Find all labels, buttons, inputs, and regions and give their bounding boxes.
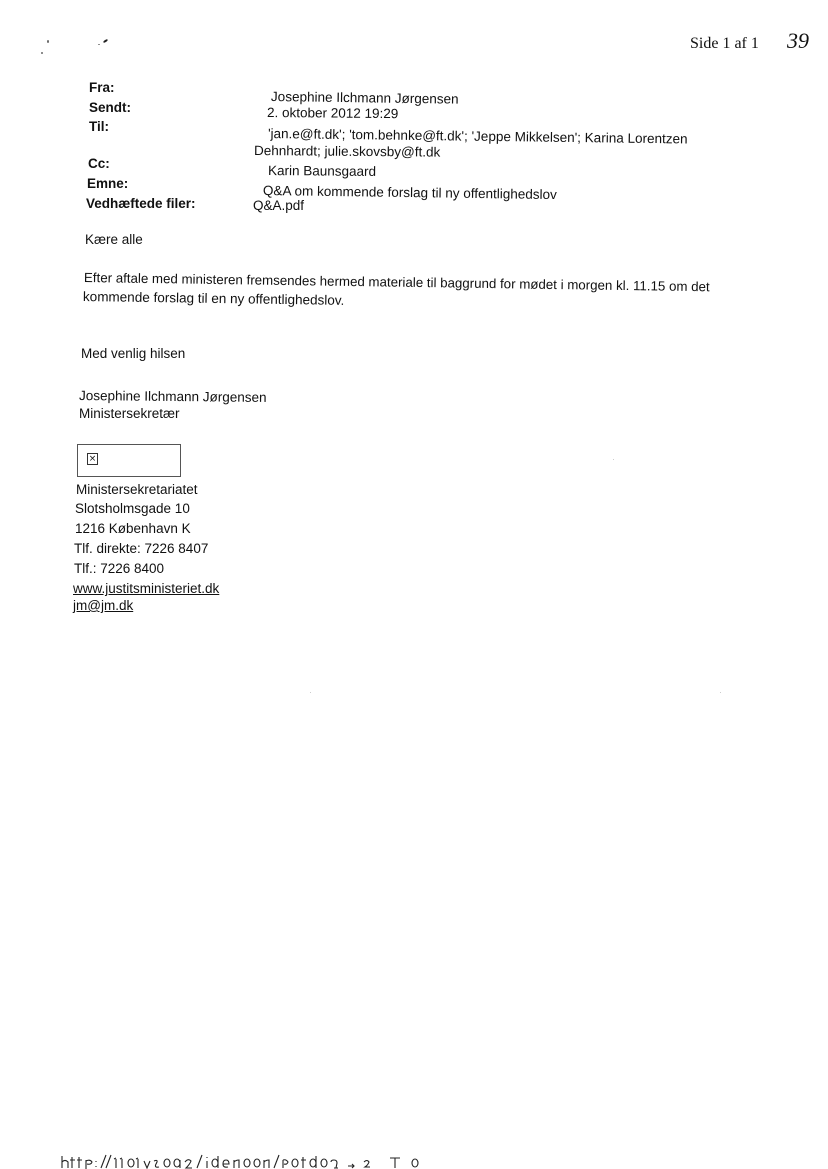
header-label-cc: Cc: — [88, 156, 110, 171]
page-indicator: Side 1 af 1 — [690, 35, 759, 52]
handwritten-page-number: 39 — [787, 28, 809, 53]
header-label-sent: Sendt: — [89, 100, 131, 115]
signature-title: Ministersekretær — [79, 406, 180, 421]
scan-speck — [98, 44, 100, 45]
signature-street: Slotsholmsgade 10 — [75, 501, 190, 516]
signature-website-link[interactable]: www.justitsministeriet.dk — [73, 581, 220, 596]
signature-department: Ministersekretariatet — [76, 482, 198, 497]
scan-speck — [103, 39, 108, 44]
header-value-sent: 2. oktober 2012 19:29 — [266, 105, 399, 122]
header-value-attachment-file: Q&A.pdf — [253, 198, 305, 213]
scan-speck — [47, 40, 49, 43]
broken-image-icon: × — [88, 454, 97, 464]
header-label-subject: Emne: — [87, 176, 129, 191]
closing: Med venlig hilsen — [81, 346, 186, 361]
signature-direct-phone: Tlf. direkte: 7226 8407 — [74, 541, 209, 556]
header-value-to-line2: Dehnhardt; julie.skovsby@ft.dk — [253, 143, 441, 160]
signature-name: Josephine Ilchmann Jørgensen — [78, 388, 267, 405]
header-value-cc: Karin Baunsgaard — [267, 163, 377, 179]
signature-city: 1216 København K — [75, 521, 191, 536]
signature-email-link[interactable]: jm@jm.dk — [73, 598, 134, 613]
scan-speck — [41, 52, 43, 54]
header-label-from: Fra: — [89, 80, 115, 95]
scan-speck — [310, 692, 311, 693]
greeting: Kære alle — [85, 232, 143, 247]
cut-off-footer-url — [60, 1150, 420, 1169]
header-value-from: Josephine Ilchmann Jørgensen — [270, 89, 459, 107]
header-label-to: Til: — [89, 119, 109, 134]
body-line-1: Efter aftale med ministeren fremsendes hermed materiale til baggrund for mødet i morgen kl. 11.15 om det — [83, 270, 710, 295]
scan-speck — [720, 692, 721, 693]
header-value-subject: Q&A om kommende forslag til ny offentlighedslov — [262, 183, 557, 203]
signature-logo-placeholder — [77, 444, 181, 477]
header-value-to-line1: 'jan.e@ft.dk'; 'tom.behnke@ft.dk'; 'Jeppe Mikkelsen'; Karina Lorentzen — [267, 126, 688, 147]
body-line-2: kommende forslag til en ny offentlighedslov. — [82, 289, 345, 308]
header-label-attachments: Vedhæftede filer: — [86, 196, 196, 211]
scan-speck — [613, 459, 614, 460]
signature-phone: Tlf.: 7226 8400 — [74, 561, 165, 576]
